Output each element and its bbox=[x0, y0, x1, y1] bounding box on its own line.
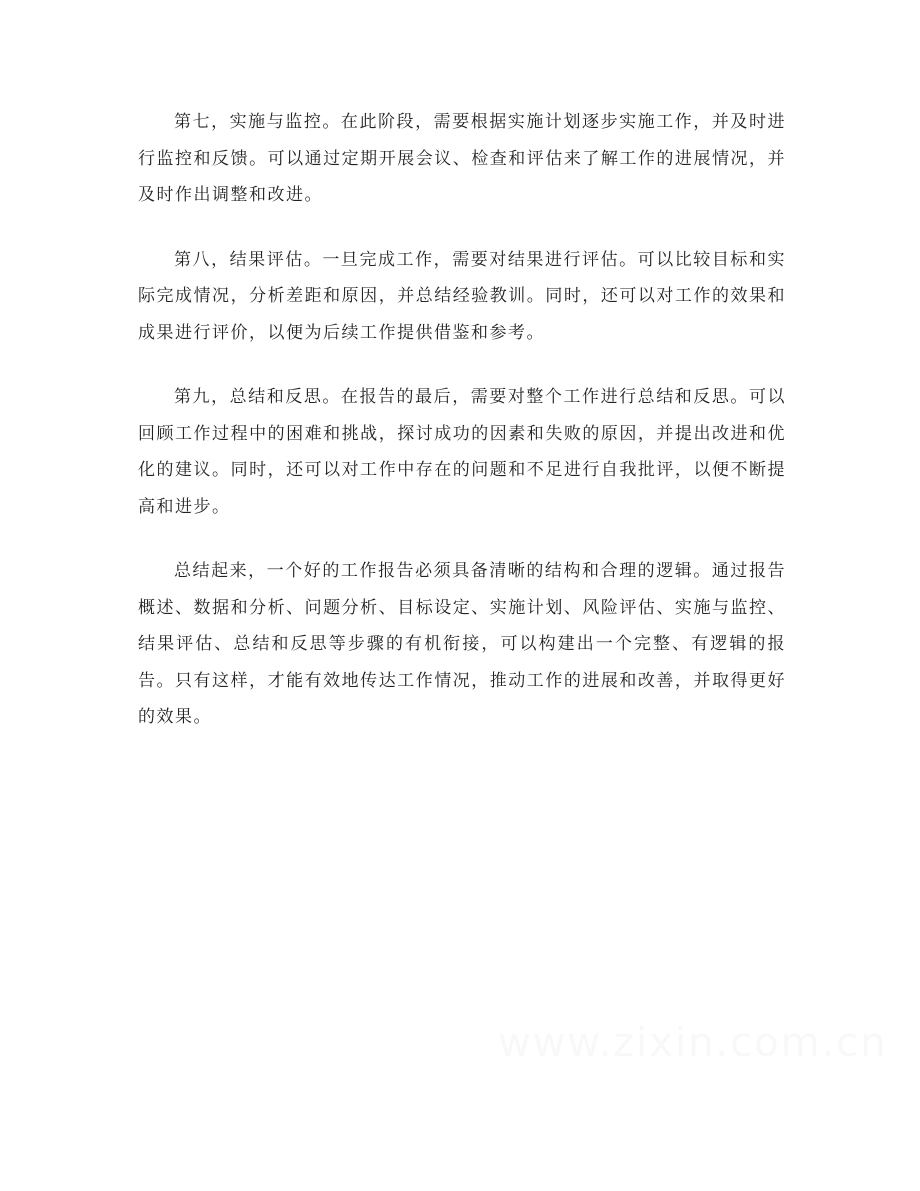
paragraph-implementation-monitoring: 第七，实施与监控。在此阶段，需要根据实施计划逐步实施工作，并及时进行监控和反馈。可以通过定期开展会议、检查和评估来了解工作的进展情况，并及时作出调整和改进。 bbox=[138, 112, 786, 205]
paragraph-result-evaluation: 第八，结果评估。一旦完成工作，需要对结果进行评估。可以比较目标和实际完成情况，分析差距和原因，并总结经验教训。同时，还可以对工作的效果和成果进行评价，以便为后续工作提供借鉴和参考。 bbox=[138, 249, 786, 343]
paragraph-conclusion: 总结起来，一个好的工作报告必须具备清晰的结构和合理的逻辑。通过报告概述、数据和分析、问题分析、目标设定、实施计划、风险评估、实施与监控、结果评估、总结和反思等步骤的有机衔接，可以构建出一个完整、有逻辑的报告。只有这样，才能有效地传达工作情况，推动工作的进展和改善，并取得更好的效果。 bbox=[138, 561, 786, 727]
paragraph-summary-reflection: 第九，总结和反思。在报告的最后，需要对整个工作进行总结和反思。可以回顾工作过程中的困难和挑战，探讨成功的因素和失败的原因，并提出改进和优化的建议。同时，还可以对工作中存在的问题和不足进行自我批评，以便不断提高和进步。 bbox=[138, 387, 786, 517]
document-body bbox=[138, 104, 786, 764]
watermark: www.zixin.com.cn bbox=[498, 1020, 888, 1066]
